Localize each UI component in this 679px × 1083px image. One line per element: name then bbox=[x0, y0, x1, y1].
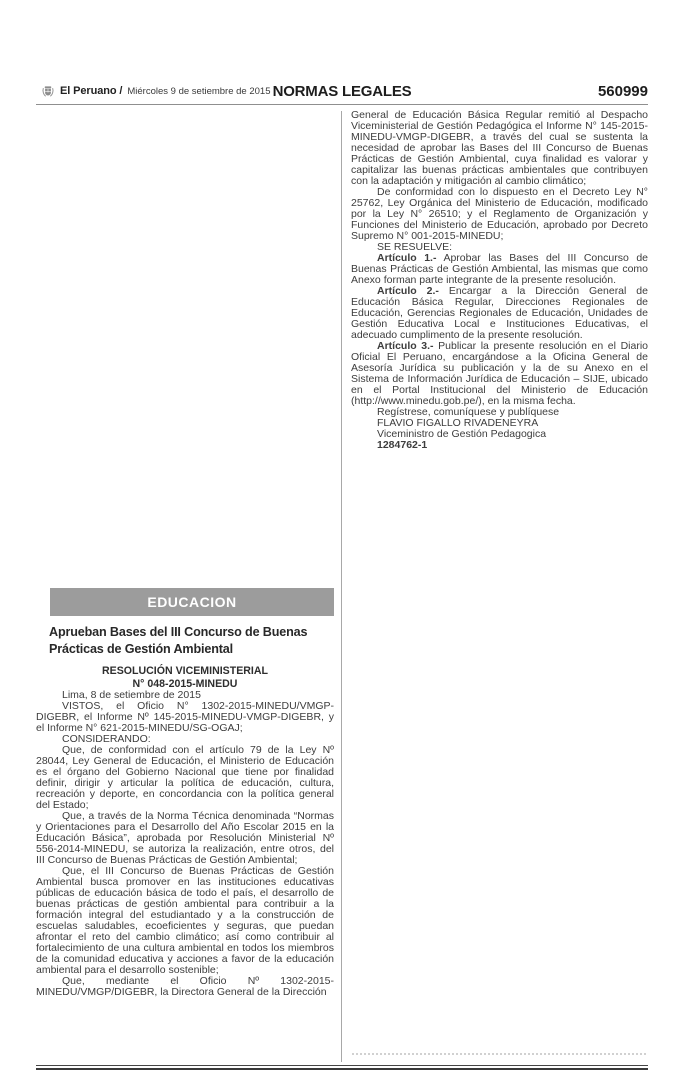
closing-formula: Regístrese, comuníquese y publíquese bbox=[377, 406, 560, 418]
masthead-left bbox=[41, 84, 270, 98]
right-column bbox=[351, 110, 648, 451]
paragraph-considerando-1: Que, de conformidad con el artículo 79 de la Ley Nº 28044, Ley General de Educación, el Ministerio de Educación es el órgano del Gobierno Nacional que tiene por finalidad definir, dirigir y articular la política de educación, cultura, recreación y deporte, en concordancia con la política general del Estado; bbox=[36, 744, 334, 811]
paragraph-vistos: VISTOS, el Oficio N° 1302-2015-MINEDU/VMGP-DIGEBR, el Informe Nº 145-2015-MINEDU-VMGP-DIGEBR, y el Informe N° 621-2015-MINEDU/SG-OGAJ; bbox=[36, 700, 334, 734]
resolution-heading-line1: RESOLUCIÓN VICEMINISTERIAL bbox=[102, 665, 268, 677]
section-title: NORMAS LEGALES bbox=[272, 83, 412, 100]
paragraph-conformidad: De conformidad con lo dispuesto en el Decreto Ley N° 25762, Ley Orgánica del Ministerio de Educación, modificado por la Ley N° 26510; y el Reglamento de Organización y Funciones del Ministerio de Educación, aprobado por Decreto Supremo N° 001-2015-MINEDU; bbox=[351, 186, 648, 242]
section-banner-educacion: EDUCACION bbox=[50, 588, 334, 616]
publication-code: 1284762-1 bbox=[377, 439, 428, 451]
article-title: Aprueban Bases del III Concurso de Buenas Prácticas de Gestión Ambiental bbox=[49, 625, 308, 656]
dateline: Lima, 8 de setiembre de 2015 bbox=[62, 689, 201, 701]
illegible-footnote-artifact bbox=[352, 1053, 646, 1055]
paragraph-articulo-1 bbox=[351, 253, 648, 286]
articulo-2-text: Encargar a la Dirección General de Educación Básica Regular, Direcciones Regionales de Educación, Gerencias Regionales de Educación, Unidades de Gestión Educativa Local e Instituciones Educativas, el adecuado cumplimento de la presente resolución. bbox=[351, 285, 648, 341]
signer-name: FLAVIO FIGALLO RIVADENEYRA bbox=[377, 417, 539, 429]
paragraph-continuation: General de Educación Básica Regular remitió al Despacho Viceministerial de Gestión Pedagógica el Informe N° 145-2015-MINEDU-VMGP-DIGEBR, a través del cual se sustenta la necesidad de aprobar las Bases del III Concurso de Buenas Prácticas de Gestión Ambiental, cuya finalidad es valorar y capitalizar las buenas prácticas ambientales que contribuyen con la adaptación y mitigación al cambio climático; bbox=[351, 109, 648, 187]
articulo-1-lead: Artículo 1.- bbox=[377, 252, 437, 264]
articulo-3-lead: Artículo 3.- bbox=[377, 340, 434, 352]
articulo-3-text: Publicar la presente resolución en el Diario Oficial El Peruano, encargándose a la Oficina General de Asesoría Jurídica su publicación y la de su Anexo en el Sistema de Información Jurídica de Educación – SIJE, ubicado en el Portal Institucional del Ministerio de Educación (http://www.minedu.gob.pe/), en la misma fecha. bbox=[351, 340, 648, 407]
se-resuelve-heading: SE RESUELVE: bbox=[377, 241, 453, 253]
header-rule bbox=[36, 104, 648, 105]
bottom-rule bbox=[36, 1065, 648, 1070]
column-divider bbox=[341, 111, 342, 1062]
page-number: 560999 bbox=[597, 83, 648, 100]
newspaper-name: El Peruano / bbox=[60, 85, 123, 97]
signer-title: Viceministro de Gestión Pedagogica bbox=[377, 428, 547, 440]
left-column bbox=[36, 588, 334, 998]
paragraph-considerando-3: Que, el III Concurso de Buenas Prácticas de Gestión Ambiental busca promover en las instituciones educativas públicas de educación básica de todo el país, el desarrollo de buenas prácticas de gestión ambiental para contribuir a la formación integral del estudiantado y a la construcción de escuelas saludables, ecoeficientes y seguras, que puedan afrontar el reto del cambio climático; así como contribuir al fortalecimiento de una cultura ambiental en todos los miembros de la comunidad educativa y acciones a favor de la educación ambiental para el desarrollo sostenible; bbox=[36, 865, 334, 976]
paragraph-considerando-4: Que, mediante el Oficio Nº 1302-2015-MINEDU/VMGP/DIGEBR, la Directora General de la Dirección bbox=[36, 975, 334, 998]
articulo-2-lead: Artículo 2.- bbox=[377, 285, 439, 297]
resolution-heading bbox=[36, 665, 334, 690]
resolution-heading-line2: N° 048-2015-MINEDU bbox=[132, 677, 238, 690]
paragraph-considerando-2: Que, a través de la Norma Técnica denominada “Normas y Orientaciones para el Desarrollo del Año Escolar 2015 en la Educación Básica”, aprobada por Resolución Ministerial Nº 556-2014-MINEDU, se autoriza la realización, entre otros, del III Concurso de Buenas Prácticas de Gestión Ambiental; bbox=[36, 810, 334, 866]
paragraph-articulo-2 bbox=[351, 286, 648, 341]
edition-date: Miércoles 9 de setiembre de 2015 bbox=[127, 85, 271, 97]
paragraph-articulo-3 bbox=[351, 341, 648, 407]
articulo-1-text: Aprobar las Bases del III Concurso de Buenas Prácticas de Gestión Ambiental, las mismas que como Anexo forman parte integrante de la presente resolución. bbox=[351, 252, 648, 286]
page-header bbox=[36, 83, 648, 101]
considerando-heading: CONSIDERANDO: bbox=[62, 733, 151, 745]
peru-coat-of-arms-icon bbox=[41, 84, 55, 98]
